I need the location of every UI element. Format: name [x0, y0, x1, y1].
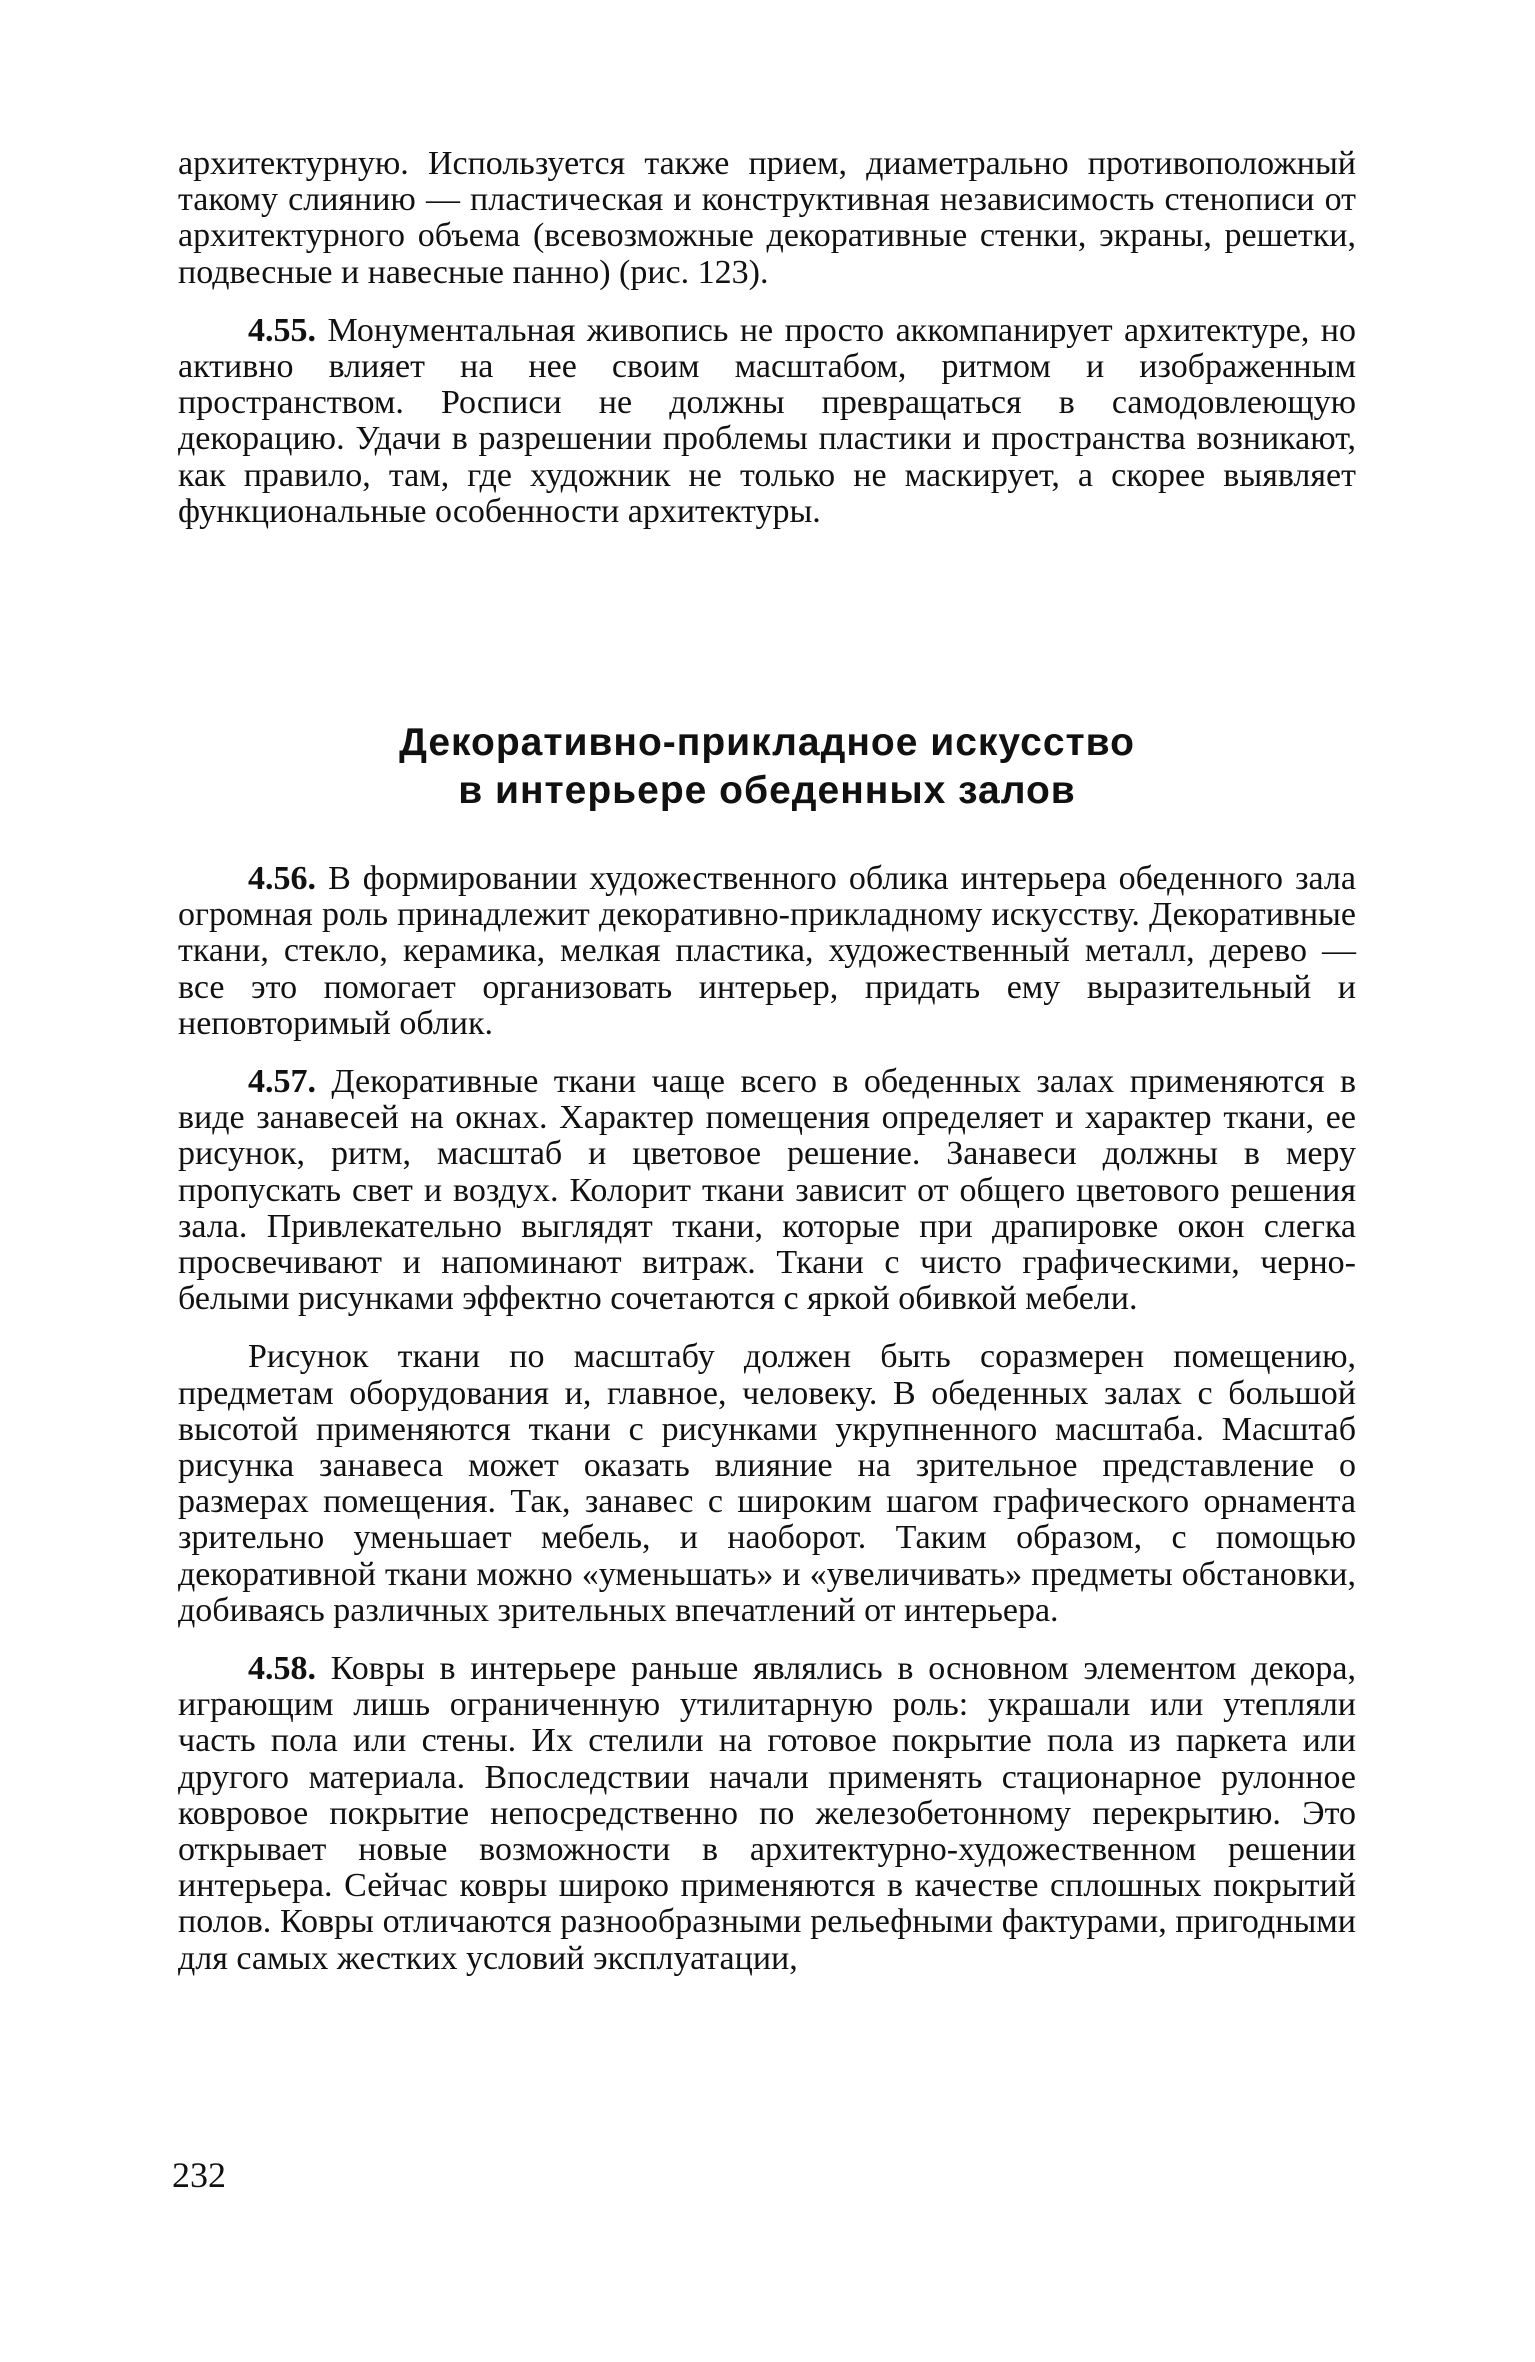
- paragraph-4-57: [178, 1064, 1356, 1317]
- section-heading-line-2: в интерьере обеденных залов: [458, 769, 1076, 812]
- paragraph-text: В формировании художественного облика интерьера обеденного зала огромная роль принадлежит декоративно-прикладному искусству. Декоративные ткани, стекло, керамика, мелкая пластика, художественный металл, дерево — все это помогает организовать интерьер, придать ему выразительный и неповторимый облик.: [178, 860, 1356, 1042]
- paragraph-text: Декоративные ткани чаще всего в обеденных залах применяются в виде занавесей на окнах. Характер помещения определяет и характер ткани, ее рисунок, ритм, масштаб и цветовое решение. Занавеси должны в меру пропускать свет и воздух. Колорит ткани зависит от общего цветового решения зала. Привлекательно выглядят ткани, которые при драпировке окон слегка просвечивают и напоминают витраж. Ткани с чисто графическими, черно-белыми рисунками эффектно сочетаются с яркой обивкой мебели.: [178, 1063, 1356, 1318]
- text-block-main: [178, 861, 1356, 1977]
- paragraph-fabric-pattern: Рисунок ткани по масштабу должен быть соразмерен помещению, предметам оборудования и, главное, человеку. В обеденных залах с большой высотой применяются ткани с рисунками укрупненного масштаба. Масштаб рисунка занавеса может оказать влияние на зрительное представление о размерах помещения. Так, занавес с широким шагом графического орнамента зрительно уменьшает мебель, и наоборот. Таким образом, с помощью декоративной ткани можно «уменьшать» и «увеличивать» предметы обстановки, добиваясь различных зрительных впечатлений от интерьера.: [178, 1338, 1356, 1629]
- paragraph-number: 4.57.: [248, 1063, 316, 1101]
- paragraph-4-55: [178, 313, 1356, 530]
- page-number: 232: [172, 2155, 226, 2195]
- paragraph-number: 4.55.: [248, 311, 316, 349]
- paragraph-text: Монументальная живопись не просто аккомпанирует архитектуре, но активно влияет на нее своим масштабом, ритмом и изображенным пространством. Росписи не должны превращаться в самодовлеющую декорацию. Удачи в разрешении проблемы пластики и пространства возникают, как правило, там, где художник не только не маскирует, а скорее выявляет функциональные особенности архитектуры.: [178, 311, 1356, 530]
- section-heading-line-1: Декоративно-прикладное искусство: [399, 721, 1135, 764]
- paragraph-text: Ковры в интерьере раньше являлись в основном элементом декора, играющим лишь ограниченную утилитарную роль: украшали или утепляли часть пола или стены. Их стелили на готовое покрытие пола из паркета или другого материала. Впоследствии начали применять стационарное рулонное ковровое покрытие непосредственно по железобетонному перекрытию. Это открывает новые возможности в архитектурно-художественном решении интерьера. Сейчас ковры широко применяются в качестве сплошных покрытий полов. Ковры отличаются разнообразными рельефными фактурами, пригодными для самых жестких условий эксплуатации,: [178, 1650, 1356, 1977]
- paragraph-continuation: архитектурную. Используется также прием, диаметрально противоположный такому слиянию — пластическая и конструктивная независимость стенописи от архитектурного объема (всевозможные декоративные стенки, экраны, решетки, подвесные и навесные панно) (рис. 123).: [178, 145, 1356, 291]
- paragraph-4-56: [178, 861, 1356, 1042]
- paragraph-number: 4.58.: [248, 1650, 316, 1688]
- section-heading: [178, 719, 1356, 815]
- text-block-top: [178, 146, 1356, 530]
- paragraph-4-58: [178, 1651, 1356, 1977]
- paragraph-number: 4.56.: [248, 860, 316, 897]
